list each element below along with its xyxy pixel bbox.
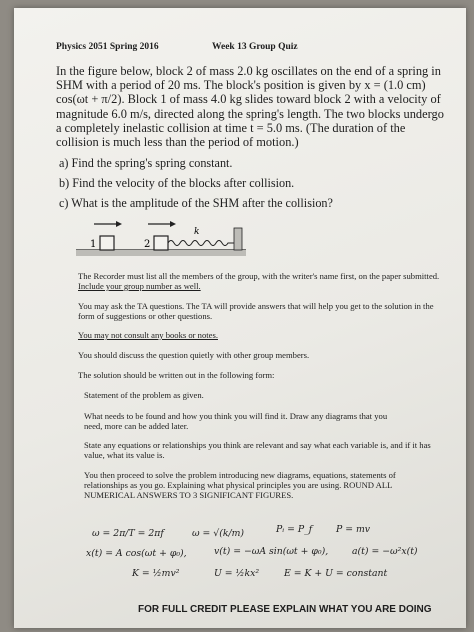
eq-acceleration: a(t) = −ω²x(t) — [352, 546, 418, 557]
recorder-instruction — [78, 271, 448, 291]
eq-omega-spring: ω = √(k/m) — [192, 528, 245, 539]
spring — [168, 241, 234, 246]
question-a: a) Find the spring's spring constant. — [59, 156, 233, 170]
eq-velocity: v(t) = −ωA sin(ωt + φ₀), — [214, 546, 329, 557]
eq-energy: E = K + U = constant — [284, 568, 388, 579]
block-1 — [100, 236, 114, 250]
question-c: c) What is the amplitude of the SHM after the collision? — [59, 196, 333, 210]
quiz-title: Week 13 Group Quiz — [212, 42, 298, 52]
block-1-label: 1 — [90, 239, 97, 250]
step-solve: You then proceed to solve the problem introducing new diagrams, equations, statements of relationships as you go. Explaining what physical principles you are using. ROUND ALL NUMERICAL ANSWERS TO 3 SIGNIFICANT FIGURES. — [84, 470, 396, 500]
footer-note: FOR FULL CREDIT PLEASE EXPLAIN WHAT YOU ARE DOING — [138, 604, 432, 615]
question-b: b) Find the velocity of the blocks after collision. — [59, 176, 295, 190]
eq-momentum: P = mv — [336, 524, 371, 535]
spring-label: k — [194, 227, 200, 237]
problem-statement: In the figure below, block 2 of mass 2.0 kg oscillates on the end of a spring in SHM with a period of 20 ms. The block's position is given by x = (1.0 cm) cos(ωt + π/2). Block 1 of mass 4.0 kg slides toward block 2 with a velocity of magnitude 6.0 m/s, directed along the spring's length. The two blocks undergo a completely inelastic collision at time t = 5.0 ms. (The duration of the collision is much less than the period of motion.) — [56, 64, 444, 150]
recorder-text: The Recorder must list all the members of the group, with the writer's name first, on the paper submitted. — [78, 271, 440, 281]
quiz-sheet — [14, 8, 466, 628]
no-books-instruction: You may not consult any books or notes. — [78, 330, 218, 340]
form-intro: The solution should be written out in the following form: — [78, 370, 275, 380]
discuss-instruction: You should discuss the question quietly with other group members. — [78, 350, 310, 360]
step-statement: Statement of the problem as given. — [84, 390, 204, 400]
block-2-label: 2 — [144, 239, 151, 250]
block-spring-figure — [76, 218, 246, 260]
group-number-text: Include your group number as well. — [78, 281, 201, 291]
eq-position: x(t) = A cos(ωt + φ₀), — [86, 548, 187, 559]
eq-momentum-conservation: Pᵢ = P_f — [276, 524, 313, 535]
step-equations: State any equations or relationships you think are relevant and say what each variable is, and if it has value, what its value is. — [84, 440, 431, 460]
step-plan: What needs to be found and how you think you will find it. Draw any diagrams that you need, more can be added later. — [84, 411, 388, 431]
block-2 — [154, 236, 168, 250]
eq-kinetic: K = ½mv² — [132, 568, 180, 579]
eq-potential: U = ½kx² — [214, 568, 260, 579]
ta-instruction: You may ask the TA questions. The TA will provide answers that will help you get to the solution in the form of suggestions or other questions. — [78, 301, 434, 321]
course-title: Physics 2051 Spring 2016 — [56, 42, 159, 52]
eq-omega-period: ω = 2π/T = 2πf — [92, 528, 164, 539]
